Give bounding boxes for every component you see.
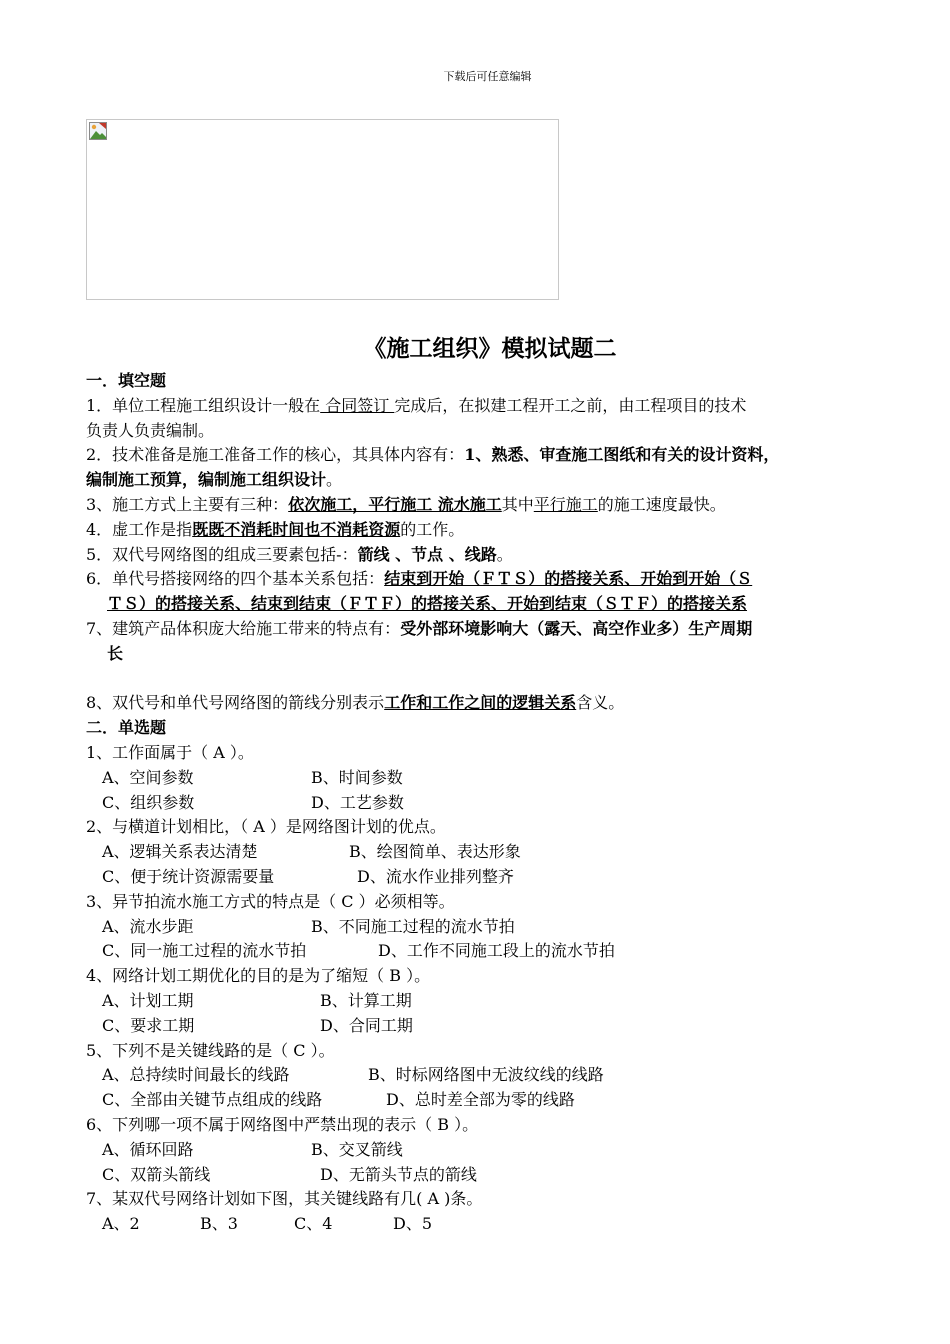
mc-options-row — [86, 1212, 906, 1237]
mc-options-row — [86, 1163, 906, 1188]
q8-text-a: 8、双代号和单代号网络图的箭线分别表示 — [86, 693, 385, 713]
q3-answer: 依次施工，平行施工 流水施工 — [288, 494, 502, 514]
mc-question-7 — [86, 1187, 906, 1237]
question-6-cont — [86, 592, 906, 617]
mc-options-row — [86, 1138, 906, 1163]
q3-answer-fastest: 平行施工 — [533, 494, 598, 514]
mc-stem: 2、与横道计划相比，（ A ）是网络图计划的优点。 — [86, 817, 446, 837]
mc-question-5 — [86, 1039, 906, 1113]
q4-text-a: 4．虚工作是指 — [86, 519, 193, 539]
header-note: 下载后可任意编辑 — [443, 70, 532, 83]
option-a: A、计划工期 — [102, 990, 194, 1010]
option-d: D、流水作业排列整齐 — [357, 866, 514, 886]
mc-question-6 — [86, 1113, 906, 1187]
q6-answer-a: 结束到开始（ＦＴＳ）的搭接关系、开始到开始（Ｓ — [384, 569, 753, 589]
option-c: C、组织参数 — [102, 792, 195, 812]
mc-question-3 — [86, 890, 906, 964]
option-d: D、工艺参数 — [311, 792, 404, 812]
broken-image-placeholder — [86, 119, 559, 300]
mc-stem: 1、工作面属于（ A ）。 — [86, 742, 254, 762]
question-4 — [86, 518, 906, 543]
mc-options-row — [86, 865, 906, 890]
q7-answer-b: 长 — [107, 643, 124, 663]
option-c: C、4 — [294, 1214, 333, 1234]
q7-text-a: 7、建筑产品体积庞大给施工带来的特点有： — [86, 618, 401, 638]
question-1 — [86, 394, 906, 419]
q3-text-c: 其中 — [501, 494, 534, 514]
question-6 — [86, 567, 906, 592]
mc-stem: 5、下列不是关键线路的是（ C ）。 — [86, 1040, 335, 1060]
option-d: D、无箭头节点的箭线 — [320, 1164, 477, 1184]
mc-options-row — [86, 1088, 906, 1113]
option-a: A、流水步距 — [102, 916, 194, 936]
option-c: C、全部由关键节点组成的线路 — [102, 1090, 323, 1110]
option-d: D、总时差全部为零的线路 — [386, 1090, 575, 1110]
q4-text-c: 的工作。 — [400, 519, 465, 539]
q1-text-c: 完成后，在拟建工程开工之前，由工程项目的技术 — [394, 395, 747, 415]
mc-options-row — [86, 989, 906, 1014]
mc-stem: 3、异节拍流水施工方式的特点是（ C ）必须相等。 — [86, 891, 455, 911]
option-a: A、逻辑关系表达清楚 — [102, 842, 258, 862]
broken-image-icon — [89, 122, 107, 140]
option-b: B、时标网络图中无波纹线的线路 — [368, 1065, 604, 1085]
mc-question-2 — [86, 815, 906, 889]
option-a: A、2 — [102, 1214, 140, 1234]
q1-text-a: 1．单位工程施工组织设计一般在 — [86, 395, 321, 415]
option-c: C、同一施工过程的流水节拍 — [102, 941, 307, 961]
option-b: B、交叉箭线 — [311, 1139, 403, 1159]
question-7 — [86, 617, 906, 642]
option-b: B、3 — [200, 1214, 238, 1234]
q2-answer-b: 编制施工预算，编制施工组织设计 — [86, 470, 327, 490]
q2-answer-a: 1、熟悉、审查施工图纸和有关的设计资料， — [464, 445, 780, 465]
q7-answer-a: 受外部环境影响大（露天、高空作业多）生产周期 — [400, 618, 753, 638]
mc-options-row — [86, 939, 906, 964]
question-8 — [86, 691, 906, 716]
option-c: C、要求工期 — [102, 1015, 195, 1035]
option-a: A、循环回路 — [102, 1139, 194, 1159]
question-7-cont — [86, 642, 906, 667]
q6-text-a: 6．单代号搭接网络的四个基本关系包括： — [86, 569, 385, 589]
question-3 — [86, 493, 906, 518]
mc-options-row — [86, 840, 906, 865]
option-c: C、双箭头箭线 — [102, 1164, 211, 1184]
mc-options-row — [86, 791, 906, 816]
option-c: C、便于统计资源需要量 — [102, 866, 275, 886]
mc-stem: 7、某双代号网络计划如下图，其关键线路有几( A )条。 — [86, 1189, 483, 1209]
option-d: D、合同工期 — [320, 1015, 413, 1035]
q5-text-c: 。 — [496, 544, 513, 564]
mc-question-4 — [86, 964, 906, 1038]
option-b: B、不同施工过程的流水节拍 — [311, 916, 515, 936]
q4-answer: 既既不消耗时间也不消耗资源 — [192, 519, 401, 539]
q3-text-a: 3、施工方式上主要有三种： — [86, 494, 289, 514]
mc-options-row — [86, 915, 906, 940]
option-d: D、5 — [393, 1214, 433, 1234]
q5-answer: 箭线 、节点 、线路 — [357, 544, 497, 564]
q5-text-a: 5．双代号网络图的组成三要素包括-： — [86, 544, 358, 564]
option-b: B、计算工期 — [320, 990, 412, 1010]
spacer — [86, 667, 906, 692]
option-a: A、空间参数 — [102, 767, 194, 787]
section-heading-fill-blank: 一．填空题 — [86, 371, 167, 390]
option-b: B、时间参数 — [311, 767, 403, 787]
mc-question-1 — [86, 741, 906, 815]
question-2 — [86, 443, 906, 468]
option-d: D、工作不同施工段上的流水节拍 — [378, 941, 615, 961]
option-a: A、总持续时间最长的线路 — [102, 1065, 290, 1085]
mc-stem: 4、网络计划工期优化的目的是为了缩短（ B ）。 — [86, 966, 431, 986]
mc-options-row — [86, 1014, 906, 1039]
section-heading-single-choice: 二．单选题 — [86, 718, 167, 738]
question-1-cont: 负责人负责编制。 — [86, 420, 215, 440]
q8-answer: 工作和工作之间的逻辑关系 — [384, 693, 577, 713]
q3-text-e: 的施工速度最快。 — [597, 494, 726, 514]
mc-options-row — [86, 766, 906, 791]
mc-stem: 6、下列哪一项不属于网络图中严禁出现的表示（ B ）。 — [86, 1114, 479, 1134]
exam-content — [86, 369, 906, 1237]
mc-options-row — [86, 1063, 906, 1088]
q1-answer: 合同签订 — [320, 395, 395, 415]
page-title: 《施工组织》模拟试题二 — [363, 335, 617, 362]
option-b: B、绘图简单、表达形象 — [349, 842, 521, 862]
q8-text-c: 含义。 — [576, 693, 625, 713]
question-2-cont — [86, 468, 906, 493]
q2-text-a: 2．技术准备是施工准备工作的核心，其具体内容有： — [86, 445, 465, 465]
q6-answer-b: ＴＳ）的搭接关系、结束到结束（ＦＴＦ）的搭接关系、开始到结束（ＳＴＦ）的搭接关系 — [107, 594, 748, 614]
q2-text-d: 。 — [326, 470, 343, 490]
question-5 — [86, 543, 906, 568]
